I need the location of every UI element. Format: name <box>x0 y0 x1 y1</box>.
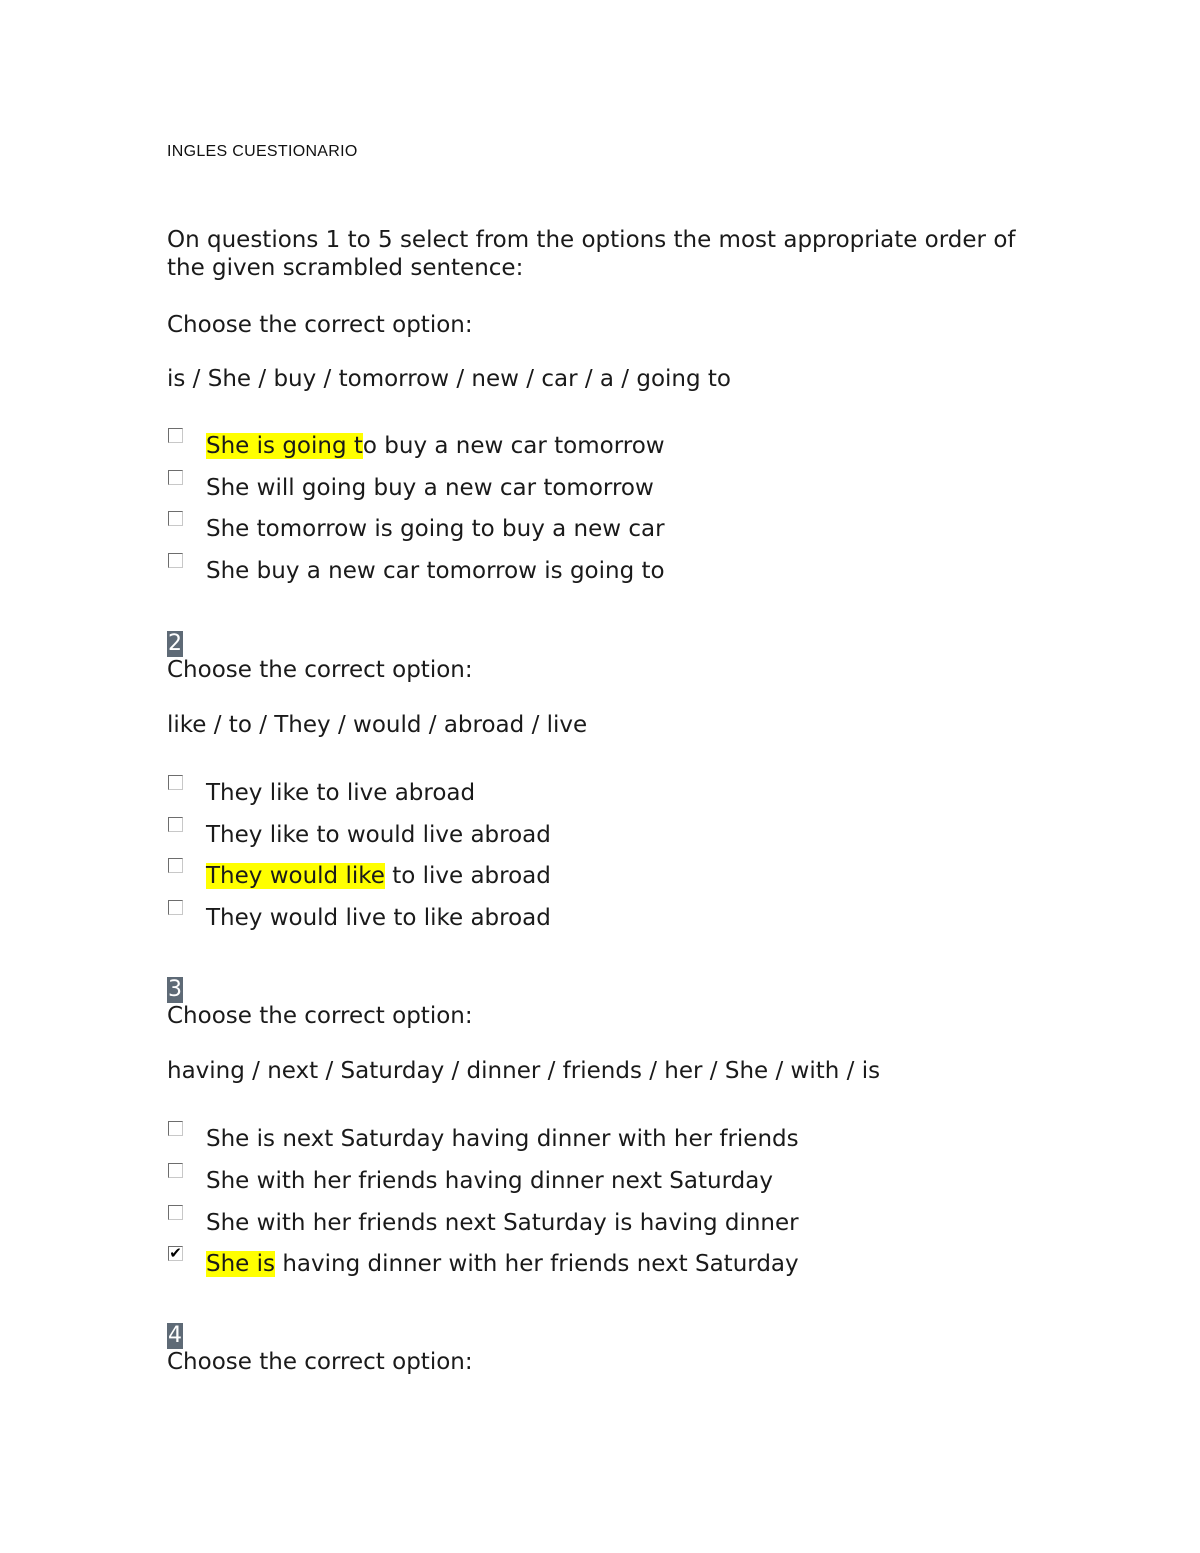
option-1d[interactable] <box>167 553 1027 595</box>
option-text: They like to would live abroad <box>206 822 551 848</box>
option-text: She buy a new car tomorrow is going to <box>206 558 665 584</box>
checkbox[interactable] <box>168 900 183 915</box>
checkbox[interactable] <box>168 428 183 443</box>
option-3a[interactable] <box>167 1121 1027 1163</box>
question-prompt: Choose the correct option: <box>167 312 473 338</box>
option-2c[interactable] <box>167 858 1027 900</box>
scrambled-sentence: like / to / They / would / abroad / live <box>167 712 588 738</box>
option-text: She with her friends next Saturday is having dinner <box>206 1210 799 1236</box>
instructions-text: On questions 1 to 5 select from the options the most appropriate order of the given scrambled sentence: <box>167 227 1016 281</box>
question-number-badge: 3 <box>168 977 182 1002</box>
question-prompt: Choose the correct option: <box>167 1349 473 1375</box>
question-3 <box>167 977 1027 1085</box>
option-text: to live abroad <box>384 863 551 889</box>
option-text: She with her friends having dinner next Saturday <box>206 1168 773 1194</box>
highlighted-text: They would like <box>206 863 385 889</box>
option-3b[interactable] <box>167 1163 1027 1205</box>
option-text: They like to live abroad <box>206 780 476 806</box>
checkbox[interactable] <box>168 817 183 832</box>
option-text: She tomorrow is going to buy a new car <box>206 516 665 542</box>
question-prompt: Choose the correct option: <box>167 657 473 683</box>
option-1c[interactable] <box>167 511 1027 553</box>
option-2d[interactable] <box>167 900 1027 942</box>
scrambled-sentence: is / She / buy / tomorrow / new / car / a / going to <box>167 366 732 392</box>
checkbox[interactable] <box>168 553 183 568</box>
checkbox[interactable] <box>168 775 183 790</box>
highlighted-text: She is <box>206 1251 276 1277</box>
option-2b[interactable] <box>167 817 1027 859</box>
option-text: They would live to like abroad <box>206 905 551 931</box>
option-text: She is next Saturday having dinner with her friends <box>206 1126 799 1152</box>
option-text: o buy a new car tomorrow <box>362 433 665 459</box>
option-3c[interactable] <box>167 1205 1027 1247</box>
question-number-badge: 4 <box>168 1323 182 1348</box>
option-1b[interactable] <box>167 470 1027 512</box>
highlighted-text: She is going t <box>206 433 363 459</box>
checkbox[interactable] <box>168 470 183 485</box>
option-3d[interactable] <box>167 1246 1027 1288</box>
option-text: having dinner with her friends next Saturday <box>275 1251 799 1277</box>
question-4 <box>167 1323 1027 1376</box>
option-2a[interactable] <box>167 775 1027 817</box>
checkbox-checked[interactable]: ✔ <box>169 1244 182 1262</box>
question-2 <box>167 631 1027 739</box>
question-1 <box>167 311 1027 393</box>
checkbox[interactable] <box>168 511 183 526</box>
checkbox[interactable] <box>168 858 183 873</box>
option-text: She will going buy a new car tomorrow <box>206 475 654 501</box>
document-title: INGLES CUESTIONARIO <box>167 143 358 160</box>
checkbox[interactable] <box>168 1121 183 1136</box>
checkbox[interactable] <box>168 1205 183 1220</box>
question-number-badge: 2 <box>168 631 182 656</box>
scrambled-sentence: having / next / Saturday / dinner / friends / her / She / with / is <box>167 1058 881 1084</box>
option-1a[interactable] <box>167 428 1027 470</box>
checkbox[interactable] <box>168 1163 183 1178</box>
question-prompt: Choose the correct option: <box>167 1003 473 1029</box>
